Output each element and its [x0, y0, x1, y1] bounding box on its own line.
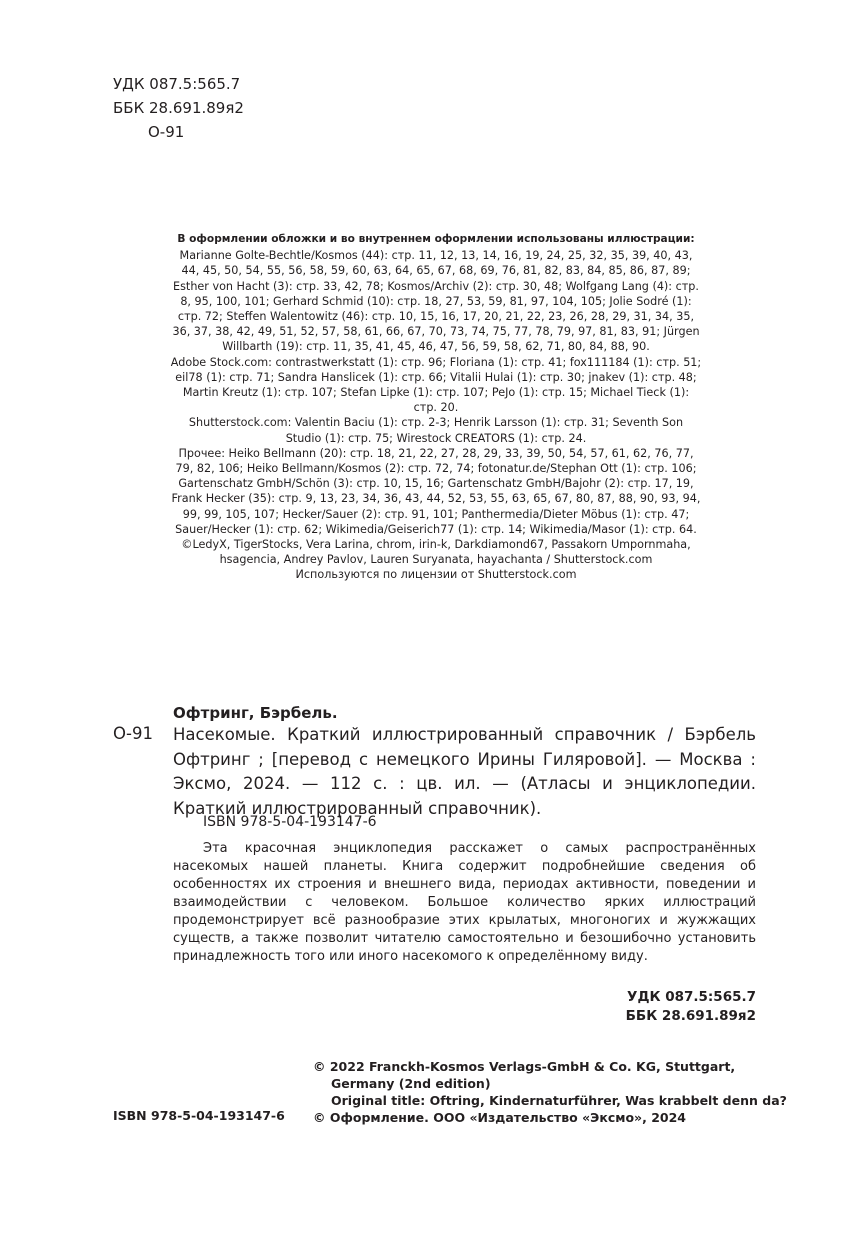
credits-paragraph: Прочее: Heiko Bellmann (20): стр. 18, 21, 22, 27, 28, 29, 33, 39, 50, 54, 57, 61, 62, 76, 77, 79, 82, 106; Heiko Bellmann/Kosmos (2): стр. 72, 74; fotonatur.de/Stephan Ott (1): стр. 106; Gartenschatz GmbH/Schön (3): стр. 10, 15, 16; Gartenschatz GmbH/Bajohr (2): стр. 17, 19, Frank Hecker (35): стр. 9, 13, 23, 34, 36, 43, 44, 52, 53, 55, 63, 65, 67, 80, 87, 88, 90, 93, 94, 99, 99, 105, 107; Hecker/Sauer (2): стр. 91, 101; Panthermedia/Dieter Möbus (1): стр. 47; Sauer/Hecker (1): стр. 62; Wikimedia/Geiserich77 (1): стр. 14; Wikimedia/Masor (1): стр. 64. — [171, 446, 701, 536]
copyright-design: © Оформление. ООО «Издательство «Эксмо», 2024 — [313, 1110, 686, 1125]
credits-paragraph: Marianne Golte-Bechtle/Kosmos (44): стр. 11, 12, 13, 14, 16, 19, 24, 25, 32, 35, 39, 40, 43, 44, 45, 50, 54, 55, 56, 58, 59, 60, 63, 64, 65, 67, 68, 69, 76, 81, 82, 83, 84, 85, 86, 87, 89; Esther von Hacht (3): стр. 33, 42, 78; Kosmos/Archiv (2): стр. 30, 48; Wolfgang Lang (4): стр. 8, 95, 100, 101; Gerhard Schmid (10): стр. 18, 27, 53, 59, 81, 97, 104, 105; Jolie Sodré (1): стр. 72; Steffen Walentowitz (46): стр. 10, 15, 16, 17, 20, 21, 22, 23, 26, 28, 29, 31, 34, 35, 36, 37, 38, 42, 49, 51, 52, 57, 58, 61, 66, 67, 70, 73, 74, 75, 77, 78, 79, 97, 81, 83, 91; Jürgen Willbarth (19): стр. 11, 35, 41, 45, 46, 47, 56, 59, 58, 62, 71, 80, 84, 88, 90. — [172, 249, 700, 354]
imprint-isbn: ISBN 978-5-04-193147-6 — [113, 1108, 285, 1123]
author-sign: О-91 — [148, 123, 185, 141]
record-bbk: ББК 28.691.89я2 — [625, 1008, 756, 1024]
credits-paragraph: Adobe Stock.com: contrastwerkstatt (1): стр. 96; Floriana (1): стр. 41; fox111184 (1): стр. 51; eil78 (1): стр. 71; Sandra Hanslicek (1): стр. 66; Vitalii Hulai (1): стр. 30; jnakev (1): стр. 48; Martin Kreutz (1): стр. 107; Stefan Lipke (1): стр. 107; PeJo (1): стр. 15; Michael Tieck (1): стр. 20. — [170, 355, 702, 415]
copyright-original-country: Germany (2nd edition) — [331, 1076, 491, 1091]
annotation: Эта красочная энциклопедия расскажет о самых распространённых насекомых нашей планеты. Книга содержит подробнейшие сведения об особенностях их строения и внешнего вида, периодах активности, поведении и взаимодействии с человеком. Большое количество ярких иллюстраций продемонстрирует всё разнообразие этих крылатых, многоногих и жужжащих существ, а также позволит читателю самостоятельно и безошибочно установить принадлежность того или иного насекомого к определённому виду. — [173, 841, 756, 964]
record-author: Офтринг, Бэрбель. — [173, 704, 338, 722]
udk-code: УДК 087.5:565.7 — [113, 75, 241, 93]
credits-heading: В оформлении обложки и во внутреннем оформлении использованы иллюстрации: — [177, 233, 695, 245]
copyright-original: © 2022 Franckh-Kosmos Verlags-GmbH & Co. KG, Stuttgart, — [313, 1059, 736, 1074]
credits-paragraph: Используются по лицензии от Shutterstock.com — [295, 568, 577, 582]
credits-paragraph: ©LedyX, TigerStocks, Vera Larina, chrom, irin-k, Darkdiamond67, Passakorn Umpornmaha, hsagencia, Andrey Pavlov, Lauren Suryanata, hayachanta / Shutterstock.com — [181, 538, 691, 567]
original-title: Original title: Oftring, Kindernaturführer, Was krabbelt denn da? — [331, 1093, 787, 1108]
copyright-block — [313, 1058, 787, 1126]
credits-paragraph: Shutterstock.com: Valentin Baciu (1): стр. 2-3; Henrik Larsson (1): стр. 31; Seventh Son Studio (1): стр. 75; Wirestock CREATORS (1): стр. 24. — [188, 416, 684, 445]
bbk-code: ББК 28.691.89я2 — [113, 99, 244, 117]
record-classification — [626, 988, 756, 1026]
record-code: О-91 — [113, 724, 153, 743]
classification-block — [113, 72, 244, 144]
record-udk: УДК 087.5:565.7 — [627, 989, 756, 1005]
bibliographic-description: Насекомые. Краткий иллюстрированный справочник / Бэрбель Офтринг ; [перевод с немецкого Ирины Гиляровой]. — Москва : Эксмо, 2024. — 112 с. : цв. ил. — (Атласы и энциклопедии. Краткий иллюстрированный справочник). — [173, 725, 756, 818]
illustration-credits — [170, 232, 702, 583]
record-isbn: ISBN 978-5-04-193147-6 — [203, 814, 377, 830]
